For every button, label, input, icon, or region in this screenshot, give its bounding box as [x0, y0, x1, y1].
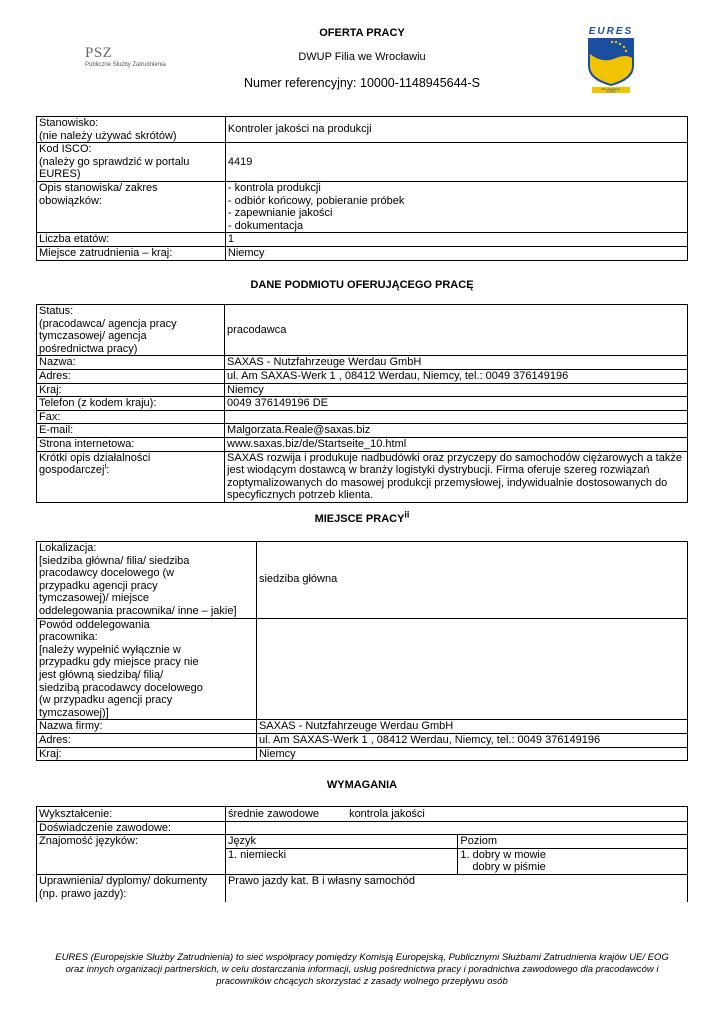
reference-number: Numer referencyjny: 10000-1148945644-S [243, 76, 481, 90]
email-value: Malgorzata.Reale@saxas.biz [225, 424, 688, 438]
table-row [37, 246, 688, 260]
list-item: - kontrola produkcji [227, 181, 321, 194]
eures-logo-text: EURES [588, 26, 634, 37]
opis-stanowiska-value [225, 181, 687, 232]
nazwa-label: Nazwa: [37, 356, 225, 370]
workplace-adres-label: Adres: [37, 733, 257, 747]
requirements-table [36, 806, 688, 902]
workplace-kraj-label: Kraj: [37, 747, 257, 761]
isco-value: 4419 [225, 143, 687, 182]
eures-logo-graphic [582, 24, 640, 94]
office-name: DWUP Filia we Wrocławiu [298, 51, 426, 63]
wyksztalcenie-label: Wykształcenie: [37, 807, 226, 822]
footer-line: pracowników chcących skorzystać z zasady wolnego przepływu osób [216, 976, 508, 987]
table-row [37, 383, 688, 397]
wyksztalcenie-value: średnie zawodowe kontrola jakości [225, 807, 687, 822]
eures-logo-sub1: Sieć współpracy [601, 88, 621, 91]
miejsce-zatrudnienia-label: Miejsce zatrudnienia – kraj: [37, 246, 226, 260]
jezyki-col-header-jezyk: Język [225, 835, 457, 849]
telefon-label: Telefon (z kodem kraju): [37, 397, 225, 411]
powod-oddelegowania-value [256, 618, 687, 720]
nazwa-firmy-value: SAXAS - Nutzfahrzeuge Werdau GmbH [256, 720, 687, 734]
employer-section-title: DANE PODMIOTU OFERUJĄCEGO PRACĘ [250, 279, 474, 291]
kraj-label: Kraj: [37, 383, 225, 397]
workplace-kraj-value: Niemcy [256, 747, 687, 761]
status-value: pracodawca [225, 305, 688, 356]
lokalizacja-label: Lokalizacja: [siedziba główna/ filia/ siedziba pracodawcy docelowego (w przypadku agencji pracy tymczasowej)/ miejsce oddelegowania pracownika/ inne – jakie] [37, 542, 257, 619]
list-item: - dokumentacja [227, 219, 304, 232]
table-row [37, 437, 688, 451]
footer-line: oraz innych organizacji partnerskich, w celu dostarczania informacji, usług pośrednictwa pracy i poradnictwa zawodowego dla pracodawców i [65, 964, 659, 975]
nazwa-firmy-label: Nazwa firmy: [37, 720, 257, 734]
jezyk-value: 1. niemiecki [225, 848, 457, 874]
email-label: E-mail: [37, 424, 225, 438]
table-row [37, 451, 688, 502]
fax-label: Fax: [37, 410, 225, 424]
status-label: Status: (pracodawca/ agencja pracy tymczasowej/ agencja pośrednictwa pracy) [37, 305, 225, 356]
table-row [37, 874, 688, 902]
poziom-value: 1. dobry w mowie dobry w piśmie [458, 848, 688, 874]
footer-note [30, 952, 694, 988]
doswiadczenie-value [225, 821, 687, 835]
jezyki-label: Znajomość języków: [37, 835, 226, 875]
workplace-table [36, 541, 688, 761]
opis-dzialalnosci-label: Krótki opis działalności gospodarczej$^i$: [37, 451, 225, 502]
table-row [37, 410, 688, 424]
isco-label: Kod ISCO: (należy go sprawdzić w portalu EURES) [37, 143, 226, 182]
table-row [37, 305, 688, 356]
kraj-value: Niemcy [225, 383, 688, 397]
etaty-value: 1 [225, 233, 687, 247]
opis-dzialalnosci-value: SAXAS rozwija i produkuje nadbudówki oraz przyczepy do samochodów ciężarowych a także jest wiodącym dostawcą w branży logistyki dystrybucji. Firma oferuje szereg rozwiązań zoptymalizowanych do masowej produkcji przemysłowej, indywidualnie dostosowanych do specyficznych potrzeb klienta. [225, 451, 688, 502]
nazwa-value: SAXAS - Nutzfahrzeuge Werdau GmbH [225, 356, 688, 370]
adres-value: ul. Am SAXAS-Werk 1 , 08412 Werdau, Niemcy, tel.: 0049 376149196 [225, 369, 688, 383]
miejsce-zatrudnienia-value: Niemcy [225, 246, 687, 260]
uprawnienia-label: Uprawnienia/ dyplomy/ dokumenty (np. prawo jazdy): [37, 874, 226, 902]
table-row [37, 397, 688, 411]
psz-logo-subtitle: Publiczne Służby Zatrudnienia [85, 62, 166, 68]
table-row [37, 117, 688, 143]
table-row [37, 733, 688, 747]
eures-logo-sub2: EURES [606, 90, 616, 94]
workplace-adres-value: ul. Am SAXAS-Werk 1 , 08412 Werdau, Niemcy, tel.: 0049 376149196 [256, 733, 687, 747]
list-item: - zapewnianie jakości [227, 207, 333, 220]
table-row [37, 143, 688, 182]
uprawnienia-value: Prawo jazdy kat. B i własny samochód [225, 874, 687, 902]
table-row [37, 356, 688, 370]
table-row [37, 181, 688, 232]
table-row [37, 747, 688, 761]
jezyki-col-header-poziom: Poziom [458, 835, 688, 849]
workplace-section-title: MIEJSCE PRACY$^{ii}$ [314, 509, 410, 525]
psz-logo [85, 46, 195, 72]
offer-table [36, 116, 688, 261]
table-row [37, 542, 688, 619]
lokalizacja-value: siedziba główna [256, 542, 687, 619]
table-row [37, 618, 688, 720]
table-row [37, 807, 688, 822]
opis-stanowiska-label: Opis stanowiska/ zakres obowiązków: [37, 181, 226, 232]
table-row [37, 369, 688, 383]
footer-line: EURES (Europejskie Służby Zatrudnienia) to sieć współpracy pomiędzy Komisją Europejską, Publicznymi Służbami Zatrudnienia krajów UE/ EOG [55, 952, 669, 963]
footnote-marker: i [104, 461, 107, 471]
table-row [37, 720, 688, 734]
employer-table [36, 304, 688, 503]
footnote-marker: ii [404, 509, 410, 520]
telefon-value: 0049 376149196 DE [225, 397, 688, 411]
powod-oddelegowania-label: Powód oddelegowania pracownika: [należy wypełnić wyłącznie w przypadku gdy miejsce pracy nie jest główną siedzibą/ filią/ siedzibą pracodawcy docelowego (w przypadku agencji pracy tymczasowej)] [37, 618, 257, 720]
adres-label: Adres: [37, 369, 225, 383]
list-item: - odbiór końcowy, pobieranie próbek [227, 194, 405, 207]
doswiadczenie-label: Doświadczenie zawodowe: [37, 821, 226, 835]
etaty-label: Liczba etatów: [37, 233, 226, 247]
table-row [37, 835, 688, 849]
table-row [37, 821, 688, 835]
table-row [37, 233, 688, 247]
fax-value [225, 410, 688, 424]
stanowisko-value: Kontroler jakości na produkcji [225, 117, 687, 143]
eures-logo [582, 24, 640, 94]
www-value: www.saxas.biz/de/Startseite_10.html [225, 437, 688, 451]
www-label: Strona internetowa: [37, 437, 225, 451]
requirements-section-title: WYMAGANIA [326, 779, 398, 791]
document-title: OFERTA PRACY [319, 27, 405, 39]
table-row [37, 424, 688, 438]
stanowisko-label: Stanowisko: (nie należy używać skrótów) [37, 117, 226, 143]
psz-logo-title: PSZ [85, 45, 113, 61]
